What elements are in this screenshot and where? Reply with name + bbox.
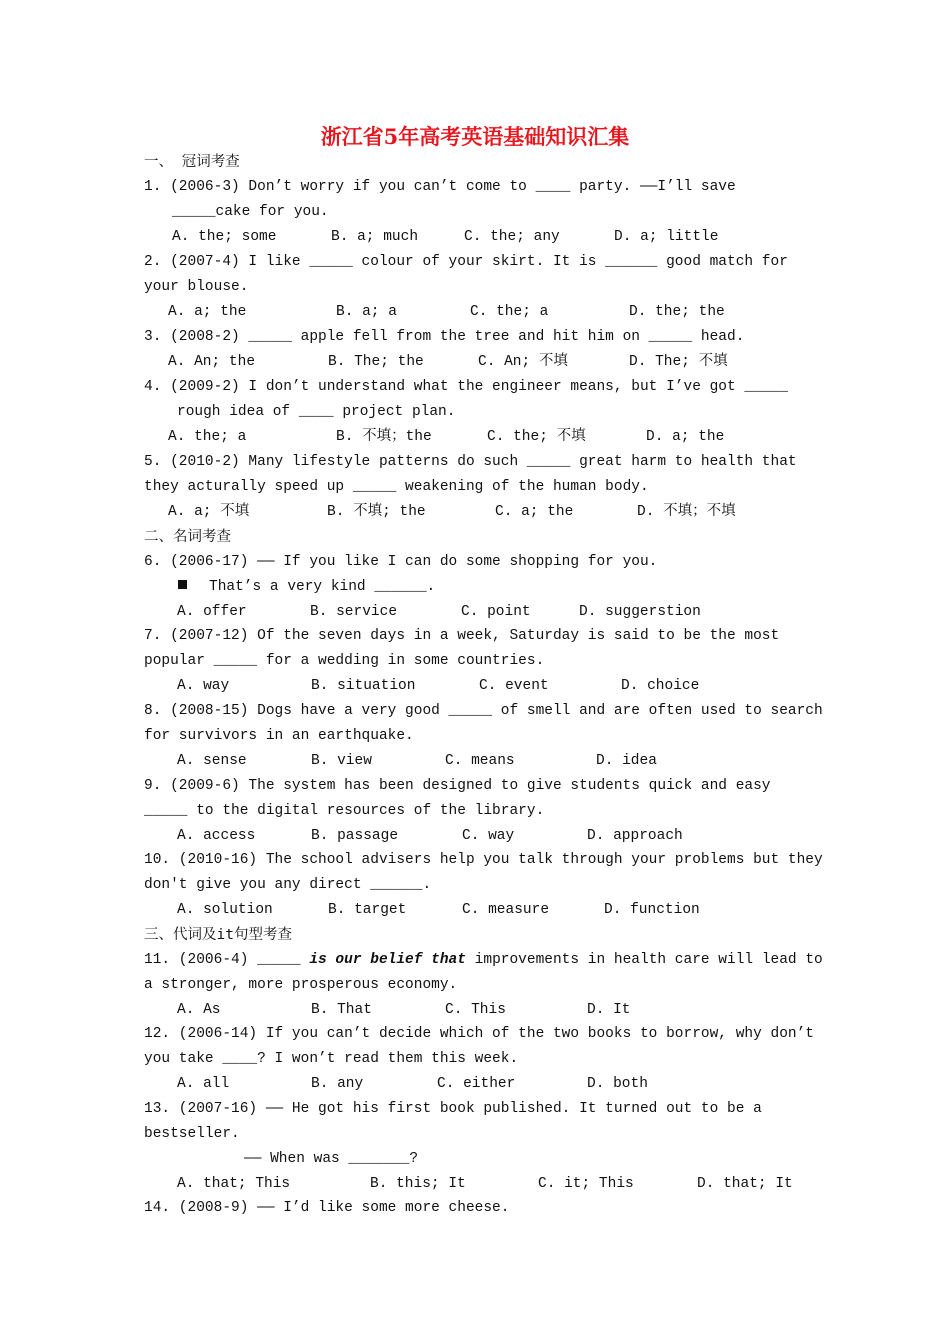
option-b: B. 不填; the — [327, 504, 426, 520]
option-c: C. point — [461, 604, 531, 620]
option-c: C. means — [445, 753, 515, 769]
option-d: D. 不填；不填 — [637, 504, 736, 520]
option-a: A. access — [177, 828, 256, 844]
option-d: D. suggerstion — [579, 604, 701, 620]
option-b: B. target — [328, 902, 407, 918]
option-a: A. all — [177, 1076, 230, 1092]
option-b: B. a; much — [331, 229, 419, 245]
option-a: A. sense — [177, 753, 247, 769]
question-6-line-2 — [178, 578, 840, 596]
question-6-line-1: 6. (2006-17) —— If you like I can do some shopping for you. — [144, 554, 658, 570]
option-d: D. choice — [621, 678, 700, 694]
option-c: C. An; 不填 — [478, 354, 568, 370]
option-c: C. either — [437, 1076, 516, 1092]
question-12-line-1: 12. (2006-14) If you can’t decide which of the two books to borrow, why don’t — [144, 1026, 815, 1042]
question-5-line-2: they acturally speed up _____ weakening of the human body. — [144, 479, 649, 495]
option-a: A. solution — [177, 902, 273, 918]
option-c: C. the; 不填 — [487, 429, 586, 445]
option-a: A. offer — [177, 604, 247, 620]
question-8-line-2: for survivors in an earthquake. — [144, 728, 414, 744]
option-d: D. approach — [587, 828, 683, 844]
question-3-line-1: 3. (2008-2) _____ apple fell from the tree and hit him on _____ head. — [144, 329, 745, 345]
question-12-line-2: you take ____? I won’t read them this week. — [144, 1051, 519, 1067]
question-1-line-1: 1. (2006-3) Don’t worry if you can’t come to ____ party. ——I’ll save — [144, 179, 736, 195]
option-b: B. service — [310, 604, 398, 620]
question-13-line-2: bestseller. — [144, 1126, 240, 1142]
option-b: B. The; the — [328, 354, 424, 370]
option-a: A. that; This — [177, 1176, 291, 1192]
option-c: C. the; any — [464, 229, 560, 245]
question-2-line-1: 2. (2007-4) I like _____ colour of your skirt. It is ______ good match for — [144, 254, 788, 270]
option-a: A. the; a — [168, 429, 247, 445]
question-9-line-2: _____ to the digital resources of the library. — [144, 803, 545, 819]
question-2-line-2: your blouse. — [144, 279, 249, 295]
option-d: D. function — [604, 902, 700, 918]
option-b: B. situation — [311, 678, 416, 694]
option-a: A. a; the — [168, 304, 247, 320]
question-14-line-1: 14. (2008-9) —— I’d like some more cheese. — [144, 1200, 510, 1216]
question-10-line-1: 10. (2010-16) The school advisers help you talk through your problems but they — [144, 852, 823, 868]
section-heading-pronouns: 三、代词及it句型考查 — [144, 927, 292, 943]
option-a: A. a; 不填 — [168, 504, 250, 520]
document-title: 浙江省5年高考英语基础知识汇集 — [320, 124, 630, 149]
option-b: B. 不填；the — [336, 429, 432, 445]
option-b: B. a; a — [336, 304, 397, 320]
option-a: A. the; some — [172, 229, 277, 245]
option-b: B. this; It — [370, 1176, 466, 1192]
question-4-line-1: 4. (2009-2) I don’t understand what the engineer means, but I’ve got _____ — [144, 379, 788, 395]
question-5-line-1: 5. (2010-2) Many lifestyle patterns do such _____ great harm to health that — [144, 454, 797, 470]
bullet-square-icon — [178, 580, 187, 589]
option-a: A. As — [177, 1002, 221, 1018]
question-7-line-2: popular _____ for a wedding in some countries. — [144, 653, 545, 669]
question-4-line-2: rough idea of ____ project plan. — [177, 404, 456, 420]
option-d: D. a; the — [646, 429, 725, 445]
question-13-line-3: —— When was _______? — [244, 1151, 419, 1167]
question-11-stem-start: 11. (2006-4) _____ — [144, 952, 310, 968]
option-b: B. any — [311, 1076, 364, 1092]
option-d: D. that; It — [697, 1176, 793, 1192]
question-11-emphasis: is our belief that — [309, 952, 466, 968]
question-11-line-2: a stronger, more prosperous economy. — [144, 977, 458, 993]
option-c: C. the; a — [470, 304, 549, 320]
option-b: B. passage — [311, 828, 399, 844]
section-heading-articles: 一、 冠词考查 — [144, 154, 240, 170]
option-c: C. a; the — [495, 504, 574, 520]
option-c: C. This — [445, 1002, 506, 1018]
option-d: D. a; little — [614, 229, 719, 245]
option-c: C. measure — [462, 902, 550, 918]
option-c: C. event — [479, 678, 549, 694]
option-b: B. That — [311, 1002, 372, 1018]
question-7-line-1: 7. (2007-12) Of the seven days in a week, Saturday is said to be the most — [144, 628, 780, 644]
question-6-reply: That’s a very kind ______. — [209, 579, 436, 595]
option-d: D. The; 不填 — [629, 354, 728, 370]
section-heading-nouns: 二、名词考查 — [144, 529, 231, 545]
question-11-line-1 — [144, 951, 823, 969]
question-10-line-2: don't give you any direct ______. — [144, 877, 432, 893]
question-1-line-2: _____cake for you. — [172, 204, 329, 220]
option-d: D. the; the — [629, 304, 725, 320]
question-8-line-1: 8. (2008-15) Dogs have a very good _____ of smell and are often used to search — [144, 703, 823, 719]
option-d: D. It — [587, 1002, 631, 1018]
question-13-line-1: 13. (2007-16) —— He got his first book published. It turned out to be a — [144, 1101, 762, 1117]
option-c: C. way — [462, 828, 515, 844]
option-d: D. both — [587, 1076, 648, 1092]
option-d: D. idea — [596, 753, 657, 769]
question-9-line-1: 9. (2009-6) The system has been designed to give students quick and easy — [144, 778, 771, 794]
option-b: B. view — [311, 753, 372, 769]
option-c: C. it; This — [538, 1176, 634, 1192]
question-11-stem-end: improvements in health care will lead to — [465, 952, 823, 968]
option-a: A. way — [177, 678, 230, 694]
option-a: A. An; the — [168, 354, 256, 370]
